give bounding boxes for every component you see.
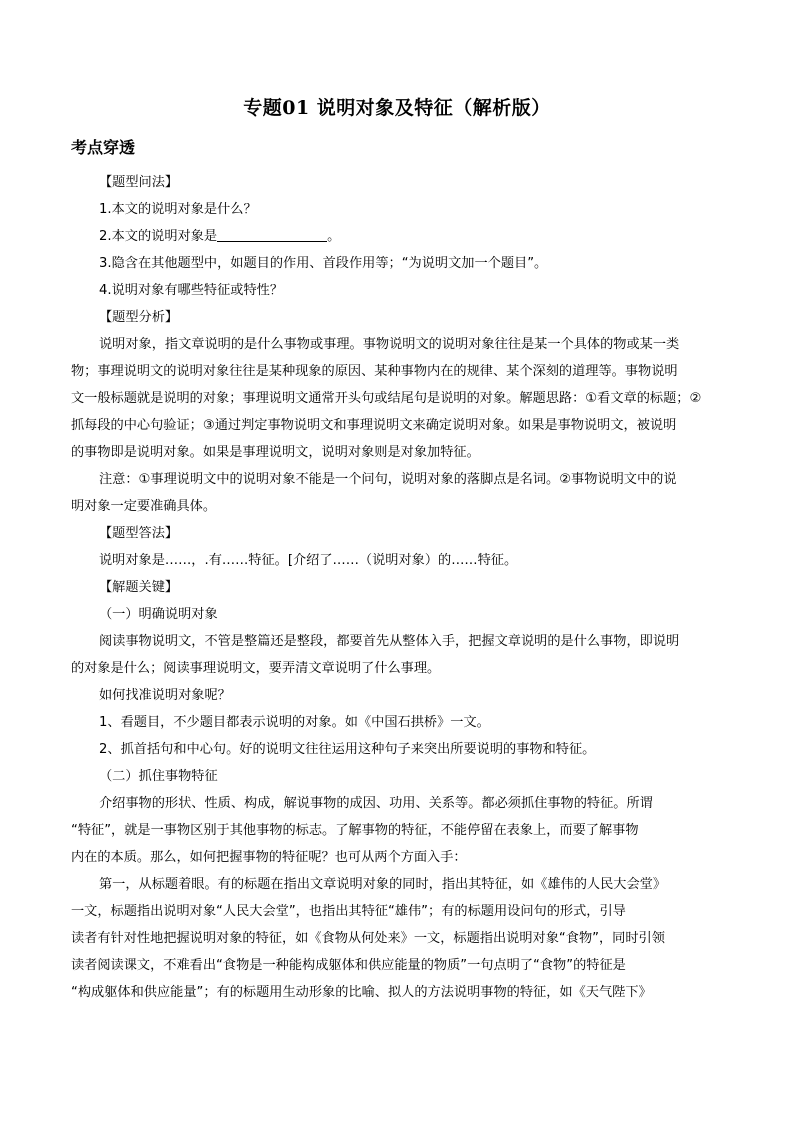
subheading-2: （二）抓住事物特征 [99,769,218,784]
answer-template: 说明对象是……，.有……特征。[介绍了……（说明对象）的……特征。 [99,553,518,568]
body-line: 读者有针对性地把握说明对象的特征，如《食物从何处来》一文，标题指出说明对象“食物”，同时引领 [71,931,665,946]
heading-question-forms: 【题型问法】 [99,175,179,190]
heading-key-points: 【解题关键】 [99,580,179,595]
body-line: 阅读事物说明文，不管是整篇还是整段，都要首先从整体入手，把握文章说明的是什么事物，即说明 [99,634,680,649]
body-line: 读者阅读课文，不难看出“食物是一种能构成躯体和供应能量的物质”一句点明了“食物”的特征是 [71,958,626,973]
body-line: 一文，标题指出说明对象“人民大会堂”，也指出其特征“雄伟”；有的标题用设问句的形式，引导 [71,904,626,919]
question-1: 1.本文的说明对象是什么？ [99,202,257,217]
document-body [71,169,721,1006]
question-2-end: 。 [327,229,341,244]
heading-analysis: 【题型分析】 [99,310,179,325]
body-line: “特征”，就是一事物区别于其他事物的标志。了解事物的特征，不能停留在表象上，而要了解事物 [71,823,639,838]
subheading-1: （一）明确说明对象 [99,607,218,622]
analysis-line: 物；事理说明文的说明对象往往是某种现象的原因、某种事物内在的规律、某个深刻的道理等。事物说明 [71,364,678,379]
answer-blank [217,227,327,242]
note-line: 注意：①事理说明文中的说明对象不能是一个问句，说明对象的落脚点是名词。②事物说明文中的说 [99,472,677,487]
question-3: 3.隐含在其他题型中，如题目的作用、首段作用等；“为说明文加一个题目”。 [99,256,548,271]
page-title: 专题01 说明对象及特征（解析版） [243,97,551,119]
body-line: 如何找准说明对象呢？ [99,688,231,703]
body-line: 内在的本质。那么，如何把握事物的特征呢？也可从两个方面入手： [71,850,467,865]
body-line: 2、抓首括句和中心句。好的说明文往往运用这种句子来突出所要说明的事物和特征。 [99,742,596,757]
question-4: 4.说明对象有哪些特征或特性？ [99,283,284,298]
note-line: 明对象一定要准确具体。 [71,499,217,514]
question-2-text: 2.本文的说明对象是 [99,229,218,244]
analysis-line: 说明对象，指文章说明的是什么事物或事理。事物说明文的说明对象往往是某一个具体的物或某一类 [99,337,680,352]
body-line: “构成躯体和供应能量”；有的标题用生动形象的比喻、拟人的方法说明事物的特征，如《天气陛下》 [71,985,652,1000]
heading-answer-method: 【题型答法】 [99,526,179,541]
question-2 [99,223,721,250]
body-line: 第一，从标题着眼。有的标题在指出文章说明对象的同时，指出其特征，如《雄伟的人民大会堂》 [99,877,667,892]
body-line: 的对象是什么；阅读事理说明文，要弄清文章说明了什么事理。 [71,661,441,676]
body-line: 介绍事物的形状、性质、构成，解说事物的成因、功用、关系等。都必须抓住事物的特征。所谓 [99,796,653,811]
analysis-line: 的事物即是说明对象。如果是事理说明文，说明对象则是对象加特征。 [71,445,480,460]
analysis-line: 抓每段的中心句验证；③通过判定事物说明文和事理说明文来确定说明对象。如果是事物说明文，被说明 [71,418,677,433]
body-line: 1、看题目，不少题目都表示说明的对象。如《中国石拱桥》一文。 [99,715,490,730]
section-heading: 考点穿透 [71,138,136,157]
analysis-line: 文一般标题就是说明的对象；事理说明文通常开头句或结尾句是说明的对象。解题思路：①看文章的标题；② [71,391,702,406]
